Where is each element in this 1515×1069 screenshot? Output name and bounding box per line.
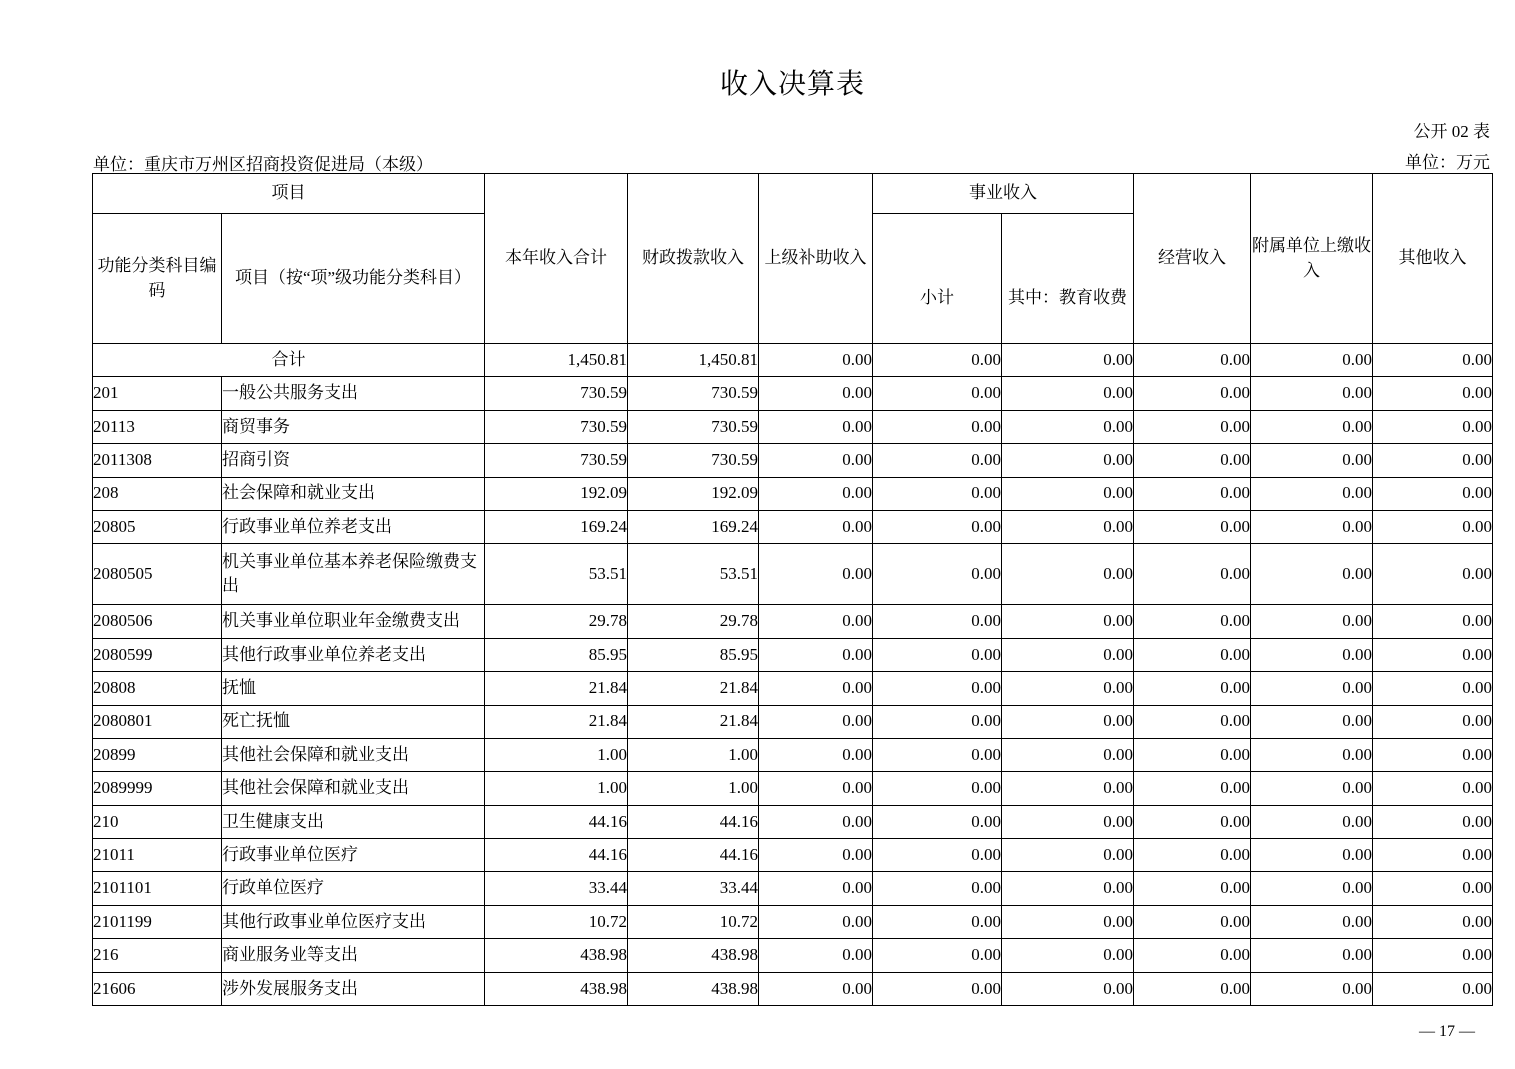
page-number: — 17 —: [1419, 1023, 1475, 1040]
row-value: 0.00: [759, 705, 873, 738]
row-value: 730.59: [628, 377, 759, 410]
row-value: 0.00: [1002, 605, 1134, 638]
row-value: 0.00: [873, 638, 1002, 671]
row-value: 0.00: [759, 872, 873, 905]
row-value: 0.00: [873, 972, 1002, 1005]
row-value: 0.00: [759, 377, 873, 410]
row-value: 85.95: [628, 638, 759, 671]
row-code: 208: [93, 477, 222, 510]
row-value: 0.00: [1002, 805, 1134, 838]
header-business-group: 事业收入: [873, 174, 1134, 214]
row-value: 0.00: [1373, 544, 1493, 605]
row-value: 1.00: [485, 738, 628, 771]
row-value: 0.00: [759, 638, 873, 671]
row-name: 社会保障和就业支出: [222, 477, 485, 510]
header-superior: 上级补助收入: [759, 174, 873, 344]
row-code: 2101199: [93, 905, 222, 938]
row-value: 0.00: [873, 605, 1002, 638]
row-value: 0.00: [1251, 510, 1373, 543]
row-name: 商贸事务: [222, 410, 485, 443]
row-value: 0.00: [873, 410, 1002, 443]
reporting-unit: 单位：重庆市万州区招商投资促进局（本级）: [93, 155, 433, 174]
row-value: 0.00: [1134, 772, 1251, 805]
row-value: 33.44: [628, 872, 759, 905]
table-row: [93, 939, 1493, 972]
row-value: 1.00: [485, 772, 628, 805]
header-project: 项目: [93, 174, 485, 214]
row-value: 0.00: [1002, 444, 1134, 477]
row-value: 0.00: [873, 839, 1002, 872]
row-value: 0.00: [873, 905, 1002, 938]
row-value: 0.00: [1002, 510, 1134, 543]
row-name: 机关事业单位基本养老保险缴费支出: [222, 544, 485, 605]
row-value: 0.00: [1251, 872, 1373, 905]
table-row: [93, 905, 1493, 938]
header-education: 其中：教育收费: [1002, 214, 1134, 344]
row-value: 0.00: [1134, 672, 1251, 705]
table-row: [93, 444, 1493, 477]
row-value: 0.00: [1373, 477, 1493, 510]
row-value: 0.00: [1002, 705, 1134, 738]
table-row: [93, 605, 1493, 638]
row-code: 216: [93, 939, 222, 972]
table-row: [93, 672, 1493, 705]
row-value: 0.00: [1373, 410, 1493, 443]
row-value: 0.00: [1373, 972, 1493, 1005]
row-value: 438.98: [628, 939, 759, 972]
row-value: 0.00: [1134, 377, 1251, 410]
row-name: 涉外发展服务支出: [222, 972, 485, 1005]
row-value: 0.00: [1134, 705, 1251, 738]
row-value: 10.72: [628, 905, 759, 938]
row-code: 2080506: [93, 605, 222, 638]
row-value: 192.09: [485, 477, 628, 510]
row-value: 29.78: [628, 605, 759, 638]
row-value: 0.00: [1002, 544, 1134, 605]
row-value: 21.84: [628, 672, 759, 705]
row-name: 行政单位医疗: [222, 872, 485, 905]
form-number: 公开 02 表: [1413, 122, 1490, 141]
header-operating: 经营收入: [1134, 174, 1251, 344]
row-value: 438.98: [485, 972, 628, 1005]
row-value: 0.00: [1251, 839, 1373, 872]
row-value: 0.00: [1251, 477, 1373, 510]
row-value: 0.00: [873, 738, 1002, 771]
row-value: 0.00: [759, 939, 873, 972]
table-row: [93, 510, 1493, 543]
row-value: 0.00: [873, 872, 1002, 905]
row-value: 0.00: [1373, 638, 1493, 671]
table-row: [93, 638, 1493, 671]
row-value: 0.00: [1002, 410, 1134, 443]
table-row: [93, 738, 1493, 771]
row-value: 0.00: [1002, 839, 1134, 872]
row-value: 0.00: [759, 410, 873, 443]
row-code: 21011: [93, 839, 222, 872]
table-row: [93, 872, 1493, 905]
row-name: 招商引资: [222, 444, 485, 477]
row-value: 0.00: [759, 905, 873, 938]
row-value: 0.00: [1134, 410, 1251, 443]
table-row: [93, 839, 1493, 872]
header-total: 本年收入合计: [485, 174, 628, 344]
row-value: 0.00: [1373, 872, 1493, 905]
row-name: 商业服务业等支出: [222, 939, 485, 972]
row-value: 192.09: [628, 477, 759, 510]
row-value: 0.00: [1373, 672, 1493, 705]
row-value: 0.00: [1002, 377, 1134, 410]
income-table: [92, 173, 1493, 1006]
row-value: 0.00: [1251, 410, 1373, 443]
row-value: 0.00: [1251, 638, 1373, 671]
row-code: 20808: [93, 672, 222, 705]
row-name: 一般公共服务支出: [222, 377, 485, 410]
row-value: 0.00: [1134, 638, 1251, 671]
table-row: [93, 972, 1493, 1005]
total-cell: 0.00: [1373, 344, 1493, 377]
total-cell: 0.00: [873, 344, 1002, 377]
row-value: 44.16: [485, 805, 628, 838]
row-value: 0.00: [1002, 738, 1134, 771]
row-value: 0.00: [1251, 544, 1373, 605]
row-value: 169.24: [628, 510, 759, 543]
row-value: 1.00: [628, 738, 759, 771]
row-value: 0.00: [873, 705, 1002, 738]
row-value: 169.24: [485, 510, 628, 543]
row-value: 85.95: [485, 638, 628, 671]
row-code: 21606: [93, 972, 222, 1005]
row-name: 行政事业单位医疗: [222, 839, 485, 872]
row-value: 0.00: [1134, 510, 1251, 543]
row-value: 0.00: [759, 672, 873, 705]
row-value: 0.00: [1134, 905, 1251, 938]
row-value: 29.78: [485, 605, 628, 638]
currency-unit: 单位：万元: [1405, 153, 1490, 172]
row-value: 0.00: [759, 738, 873, 771]
row-code: 201: [93, 377, 222, 410]
row-name: 机关事业单位职业年金缴费支出: [222, 605, 485, 638]
total-cell: 0.00: [1002, 344, 1134, 377]
row-value: 33.44: [485, 872, 628, 905]
row-value: 0.00: [1134, 477, 1251, 510]
row-value: 0.00: [1251, 377, 1373, 410]
row-value: 0.00: [873, 544, 1002, 605]
table-row: [93, 544, 1493, 605]
total-cell: 0.00: [759, 344, 873, 377]
row-value: 0.00: [759, 444, 873, 477]
row-value: 0.00: [873, 477, 1002, 510]
header-code: 功能分类科目编码: [93, 214, 222, 344]
header-affiliated: 附属单位上缴收入: [1251, 174, 1373, 344]
total-cell: 1,450.81: [485, 344, 628, 377]
row-value: 0.00: [1002, 772, 1134, 805]
row-name: 抚恤: [222, 672, 485, 705]
row-code: 210: [93, 805, 222, 838]
row-value: 438.98: [485, 939, 628, 972]
row-value: 0.00: [1134, 805, 1251, 838]
row-value: 53.51: [628, 544, 759, 605]
document-title: 收入决算表: [719, 69, 865, 100]
row-value: 0.00: [1002, 872, 1134, 905]
table-row: [93, 377, 1493, 410]
table-row: [93, 805, 1493, 838]
row-value: 0.00: [1134, 738, 1251, 771]
row-value: 438.98: [628, 972, 759, 1005]
row-value: 0.00: [1373, 605, 1493, 638]
row-value: 0.00: [1373, 772, 1493, 805]
row-value: 0.00: [1251, 805, 1373, 838]
row-value: 0.00: [1373, 939, 1493, 972]
row-value: 730.59: [628, 444, 759, 477]
row-value: 730.59: [485, 377, 628, 410]
row-value: 0.00: [759, 510, 873, 543]
header-row-1: [93, 174, 1493, 214]
row-value: 0.00: [1134, 872, 1251, 905]
row-code: 2101101: [93, 872, 222, 905]
row-name: 其他行政事业单位医疗支出: [222, 905, 485, 938]
row-value: 0.00: [1134, 939, 1251, 972]
table-row: [93, 410, 1493, 443]
row-value: 0.00: [759, 839, 873, 872]
row-value: 730.59: [485, 444, 628, 477]
row-value: 0.00: [759, 972, 873, 1005]
row-value: 0.00: [759, 805, 873, 838]
header-fiscal: 财政拨款收入: [628, 174, 759, 344]
row-value: 0.00: [1251, 738, 1373, 771]
table-body: [93, 344, 1493, 1006]
row-value: 0.00: [759, 605, 873, 638]
row-name: 行政事业单位养老支出: [222, 510, 485, 543]
row-value: 0.00: [873, 672, 1002, 705]
row-value: 0.00: [873, 377, 1002, 410]
row-value: 0.00: [1251, 772, 1373, 805]
row-value: 0.00: [759, 772, 873, 805]
row-value: 730.59: [628, 410, 759, 443]
row-value: 0.00: [873, 805, 1002, 838]
row-value: 0.00: [1373, 839, 1493, 872]
row-value: 21.84: [485, 705, 628, 738]
row-value: 0.00: [1002, 905, 1134, 938]
row-value: 0.00: [1134, 544, 1251, 605]
row-code: 2080801: [93, 705, 222, 738]
row-value: 0.00: [873, 510, 1002, 543]
row-value: 0.00: [1002, 972, 1134, 1005]
table-row: [93, 477, 1493, 510]
header-name: 项目（按“项”级功能分类科目）: [222, 214, 485, 344]
row-name: 其他社会保障和就业支出: [222, 772, 485, 805]
row-value: 10.72: [485, 905, 628, 938]
row-value: 0.00: [1251, 705, 1373, 738]
table-row: [93, 705, 1493, 738]
row-value: 0.00: [1002, 672, 1134, 705]
row-name: 其他行政事业单位养老支出: [222, 638, 485, 671]
row-value: 44.16: [628, 839, 759, 872]
header-other: 其他收入: [1373, 174, 1493, 344]
row-value: 0.00: [1251, 672, 1373, 705]
table-row: [93, 772, 1493, 805]
row-value: 0.00: [1373, 805, 1493, 838]
row-code: 20805: [93, 510, 222, 543]
row-value: 0.00: [1373, 705, 1493, 738]
row-code: 2089999: [93, 772, 222, 805]
row-value: 0.00: [1134, 605, 1251, 638]
total-cell: 1,450.81: [628, 344, 759, 377]
total-label: 合计: [93, 344, 485, 377]
row-value: 0.00: [1134, 444, 1251, 477]
row-value: 0.00: [1373, 444, 1493, 477]
row-value: 0.00: [1251, 605, 1373, 638]
row-value: 0.00: [1002, 477, 1134, 510]
row-value: 0.00: [1373, 905, 1493, 938]
row-value: 0.00: [759, 477, 873, 510]
header-subtotal: 小计: [873, 214, 1002, 344]
row-value: 0.00: [1002, 939, 1134, 972]
row-value: 0.00: [1251, 939, 1373, 972]
row-code: 2080599: [93, 638, 222, 671]
row-value: 0.00: [873, 772, 1002, 805]
row-code: 20899: [93, 738, 222, 771]
row-value: 0.00: [1134, 972, 1251, 1005]
row-value: 0.00: [1002, 638, 1134, 671]
row-value: 0.00: [1373, 510, 1493, 543]
row-value: 1.00: [628, 772, 759, 805]
row-value: 53.51: [485, 544, 628, 605]
row-value: 0.00: [1251, 972, 1373, 1005]
row-code: 2011308: [93, 444, 222, 477]
total-cell: 0.00: [1251, 344, 1373, 377]
row-code: 20113: [93, 410, 222, 443]
row-value: 0.00: [1251, 905, 1373, 938]
row-value: 21.84: [628, 705, 759, 738]
row-value: 0.00: [873, 939, 1002, 972]
row-name: 其他社会保障和就业支出: [222, 738, 485, 771]
row-code: 2080505: [93, 544, 222, 605]
row-value: 730.59: [485, 410, 628, 443]
row-value: 0.00: [759, 544, 873, 605]
row-value: 44.16: [485, 839, 628, 872]
total-row: [93, 344, 1493, 377]
row-value: 0.00: [1134, 839, 1251, 872]
row-value: 0.00: [1373, 377, 1493, 410]
row-value: 0.00: [873, 444, 1002, 477]
row-value: 0.00: [1251, 444, 1373, 477]
row-value: 44.16: [628, 805, 759, 838]
row-name: 卫生健康支出: [222, 805, 485, 838]
row-name: 死亡抚恤: [222, 705, 485, 738]
row-value: 0.00: [1373, 738, 1493, 771]
row-value: 21.84: [485, 672, 628, 705]
total-cell: 0.00: [1134, 344, 1251, 377]
